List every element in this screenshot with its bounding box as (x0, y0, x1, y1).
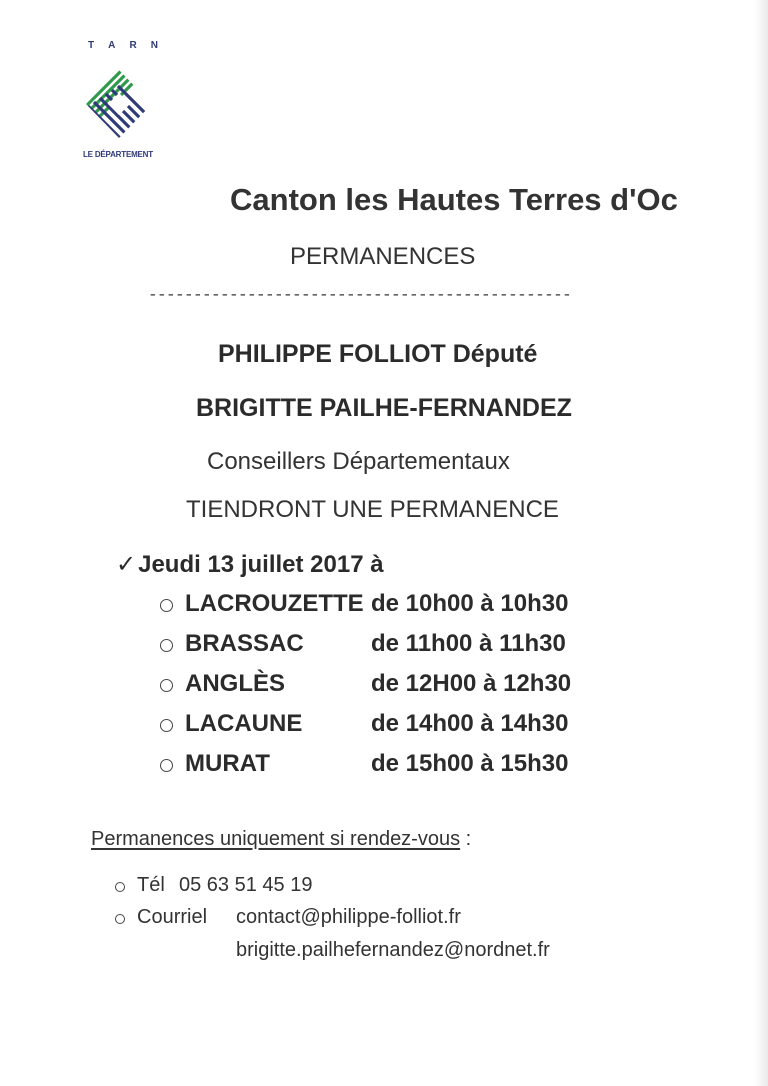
schedule-town: LACAUNE (185, 710, 303, 737)
date-heading (116, 550, 384, 579)
email-address: contact@philippe-folliot.fr (236, 906, 461, 928)
circle-bullet-icon (115, 914, 125, 924)
email-address-secondary: brigitte.pailhefernandez@nordnet.fr (236, 939, 550, 961)
schedule-town: BRASSAC (185, 630, 304, 657)
date-text: Jeudi 13 juillet 2017 à (138, 551, 384, 578)
schedule-row (160, 670, 600, 710)
schedule-hours: de 10h00 à 10h30 (371, 590, 569, 617)
schedule-row (160, 710, 600, 750)
circle-bullet-icon (160, 639, 173, 652)
document-subtitle: PERMANENCES (290, 243, 476, 270)
phone-number: 05 63 51 45 19 (179, 874, 313, 896)
circle-bullet-icon (160, 679, 173, 692)
schedule-hours: de 11h00 à 11h30 (371, 630, 566, 657)
document-title: Canton les Hautes Terres d'Oc (230, 182, 678, 217)
schedule-row (160, 590, 600, 630)
logo-top-letters (88, 40, 158, 51)
deputy-name: PHILIPPE FOLLIOT Député (218, 340, 538, 368)
appointment-note-underlined: Permanences uniquement si rendez-vous (91, 828, 461, 850)
circle-bullet-icon (115, 882, 125, 892)
schedule-list (160, 590, 600, 790)
schedule-town: MURAT (185, 750, 270, 777)
circle-bullet-icon (160, 719, 173, 732)
schedule-row (160, 630, 600, 670)
schedule-hours: de 15h00 à 15h30 (371, 750, 569, 777)
logo-letter: N (150, 40, 158, 51)
logo-letter: R (129, 40, 137, 51)
tarn-logo (80, 40, 160, 168)
email-label: Courriel (137, 906, 208, 928)
logo-letter: T (88, 40, 95, 51)
logo-letter: A (108, 40, 116, 51)
schedule-town: ANGLÈS (185, 670, 286, 697)
scan-edge (754, 0, 768, 1086)
department-emblem-icon (84, 62, 154, 146)
announcement-text: TIENDRONT UNE PERMANENCE (186, 496, 559, 523)
phone-label: Tél (137, 874, 165, 896)
appointment-note (91, 828, 471, 851)
schedule-town: LACROUZETTE (185, 590, 364, 617)
checkmark-icon: ✓ (116, 551, 137, 578)
schedule-hours: de 14h00 à 14h30 (371, 710, 569, 737)
role-text: Conseillers Départementaux (207, 448, 510, 475)
schedule-hours: de 12H00 à 12h30 (371, 670, 572, 697)
circle-bullet-icon (160, 599, 173, 612)
schedule-row (160, 750, 600, 790)
logo-caption: LE DÉPARTEMENT (83, 150, 153, 159)
separator-line: ----------------------------------------------- (148, 286, 572, 304)
appointment-note-suffix: : (460, 828, 472, 850)
counselor-name: BRIGITTE PAILHE-FERNANDEZ (196, 394, 572, 422)
circle-bullet-icon (160, 759, 173, 772)
